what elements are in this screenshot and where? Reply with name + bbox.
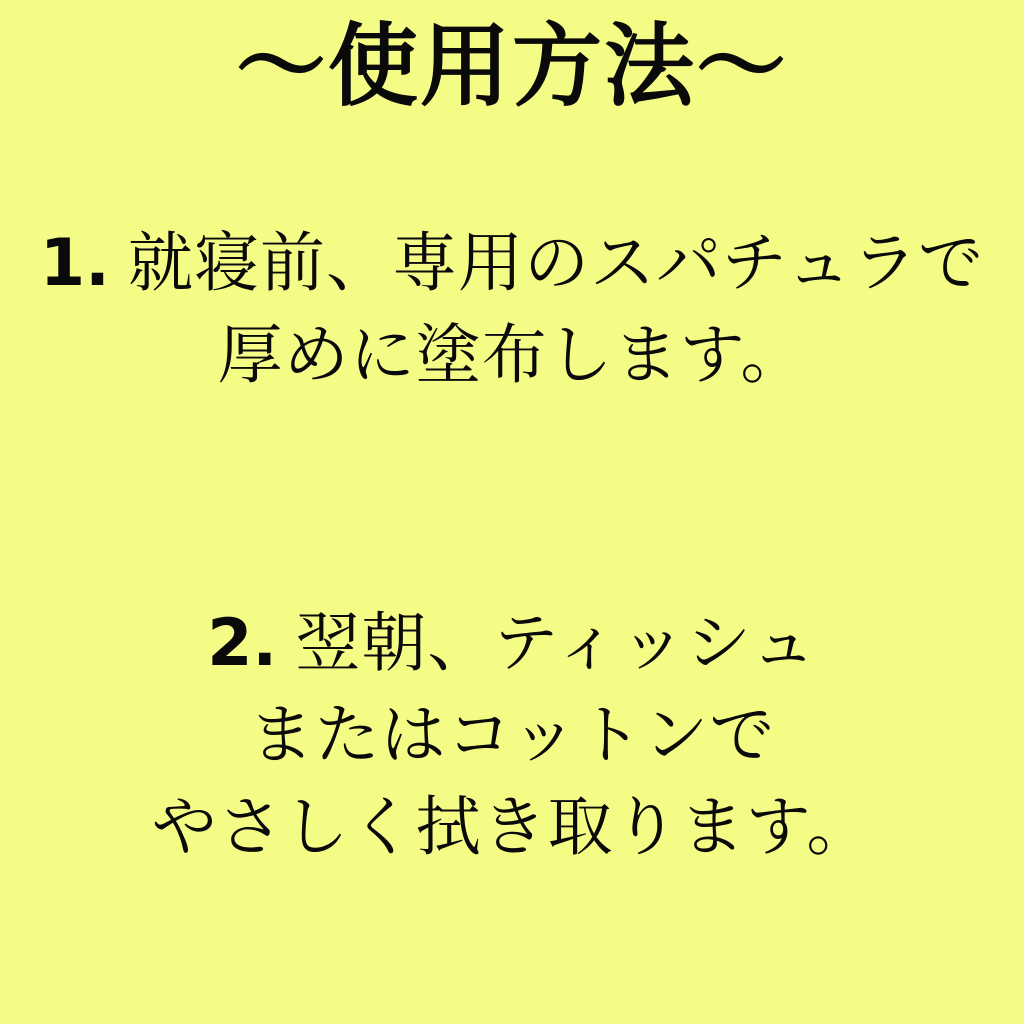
step-1: [0, 218, 1024, 402]
step-1-line-2: 厚めに塗布します。: [217, 318, 807, 393]
step-2-text-1: 翌朝、ティッシュ: [295, 606, 817, 681]
step-2-line-2: またはコットンで: [248, 698, 776, 773]
step-2-number: 2.: [207, 606, 278, 681]
page-title: 〜使用方法〜: [236, 13, 788, 119]
step-1-line-1: [0, 218, 1024, 310]
step-2-line-1: [0, 598, 1024, 690]
step-1-number: 1.: [39, 226, 110, 301]
step-2: [0, 598, 1024, 874]
step-1-text-1: 就寝前、専用のスパチュラで: [128, 226, 985, 301]
step-2-line-3: やさしく拭き取ります。: [151, 790, 873, 865]
